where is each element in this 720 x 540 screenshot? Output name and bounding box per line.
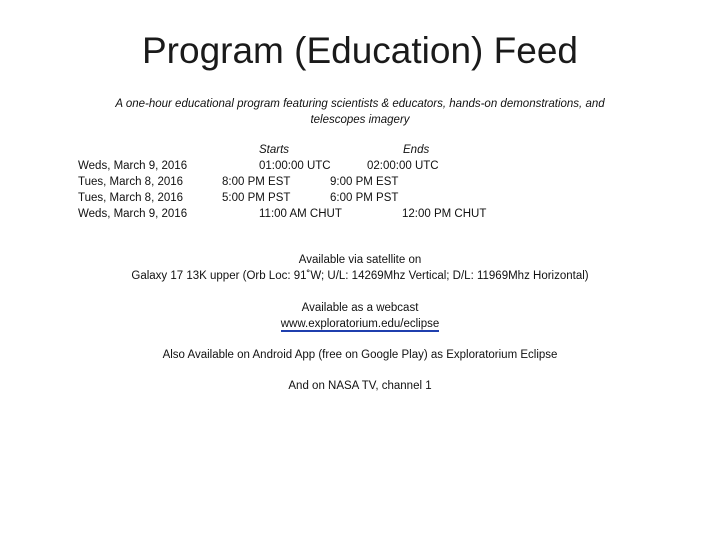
starts-header: Starts xyxy=(259,144,290,156)
satellite-heading: Available via satellite on xyxy=(298,254,422,266)
end-time: 02:00:00 UTC xyxy=(367,160,439,172)
page-title: Program (Education) Feed xyxy=(142,30,578,71)
start-time: 5:00 PM PST xyxy=(222,192,291,204)
schedule-date: Weds, March 9, 2016 xyxy=(78,160,188,172)
android-availability: Also Available on Android App (free on Google Play) as Exploratorium Eclipse xyxy=(162,349,558,361)
start-time: 11:00 AM CHUT xyxy=(259,208,342,220)
program-description: A one-hour educational program featuring scientists & educators, hands-on demonstrations, and telescopes imagery xyxy=(115,98,605,126)
end-time: 12:00 PM CHUT xyxy=(402,208,487,220)
webcast-heading: Available as a webcast xyxy=(301,302,419,314)
webcast-link-row xyxy=(0,316,720,332)
end-time: 6:00 PM PST xyxy=(330,192,399,204)
nasa-tv-availability: And on NASA TV, channel 1 xyxy=(288,380,432,392)
ends-header: Ends xyxy=(403,144,430,156)
end-time: 9:00 PM EST xyxy=(330,176,399,188)
schedule-date: Weds, March 9, 2016 xyxy=(78,208,188,220)
schedule-date: Tues, March 8, 2016 xyxy=(78,192,184,204)
satellite-details: Galaxy 17 13K upper (Orb Loc: 91˚W; U/L: 14269Mhz Vertical; D/L: 11969Mhz Horizontal) xyxy=(131,270,589,282)
schedule-date: Tues, March 8, 2016 xyxy=(78,176,184,188)
webcast-link[interactable]: www.exploratorium.edu/eclipse xyxy=(280,318,440,330)
start-time: 8:00 PM EST xyxy=(222,176,291,188)
start-time: 01:00:00 UTC xyxy=(259,160,331,172)
